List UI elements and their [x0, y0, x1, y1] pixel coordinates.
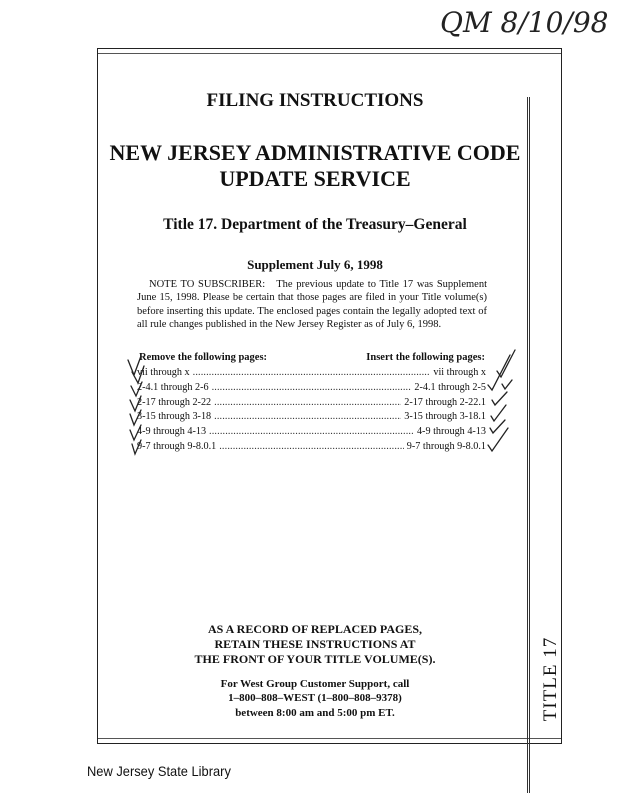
insert-header: Insert the following pages:	[366, 352, 485, 363]
supplement-date: Supplement July 6, 1998	[247, 257, 383, 272]
leader-dots	[212, 381, 412, 396]
record-notice	[100, 622, 530, 668]
note-text: The previous update to Title 17 was Supplement June 15, 1998. Please be certain that those pages are filed in your Title volume(s) before inserting this update. The enclosed pages contain the legally adopted text of all rule changes published in the New Jersey Register as of July 6, 1998.	[137, 279, 488, 330]
customer-support	[100, 677, 530, 720]
leader-dots	[193, 366, 431, 381]
table-row	[137, 366, 486, 381]
title-tab-label: TITLE 17	[540, 636, 561, 722]
remove-pages: 3-15 through 3-18	[137, 411, 212, 423]
remove-pages: vii through x	[137, 367, 190, 378]
insert-pages: 2-17 through 2-22.1	[404, 396, 486, 408]
pages-table	[137, 366, 486, 455]
note-label: NOTE TO SUBSCRIBER:	[149, 279, 266, 290]
remove-header: Remove the following pages:	[139, 352, 268, 363]
support-line-2: 1–800–808–WEST (1–800–808–9378)	[228, 692, 402, 705]
table-row	[137, 440, 486, 455]
page-title: FILING INSTRUCTIONS	[206, 90, 424, 111]
insert-pages: 3-15 through 3-18.1	[404, 411, 486, 423]
frame-bottom-rule	[98, 738, 561, 739]
title-tab	[529, 634, 573, 724]
leader-dots	[219, 440, 404, 455]
support-line-1: For West Group Customer Support, call	[220, 678, 410, 690]
library-footer: New Jersey State Library	[87, 763, 231, 779]
department-heading: Title 17. Department of the Treasury–General	[163, 216, 467, 233]
remove-pages: 2-17 through 2-22	[137, 396, 212, 408]
leader-dots	[214, 396, 401, 411]
insert-pages: 4-9 through 4-13	[416, 426, 486, 438]
remove-pages: 4-9 through 4-13	[137, 426, 207, 438]
code-title-line-2: UPDATE SERVICE	[219, 166, 411, 191]
code-title	[100, 140, 530, 192]
table-row	[137, 410, 486, 425]
support-line-3: between 8:00 am and 5:00 pm ET.	[235, 706, 395, 719]
record-line-3: THE FRONT OF YOUR TITLE VOLUME(S).	[194, 652, 436, 667]
insert-pages: vii through x	[433, 367, 486, 378]
insert-pages: 9-7 through 9-8.0.1	[406, 440, 486, 452]
code-title-line-1: NEW JERSEY ADMINISTRATIVE CODE	[109, 140, 521, 165]
record-line-1: AS A RECORD OF REPLACED PAGES,	[207, 622, 423, 636]
remove-pages: 2-4.1 through 2-6	[137, 381, 209, 393]
remove-pages: 9-7 through 9-8.0.1	[137, 440, 217, 452]
handwritten-note: QM 8/10/98	[440, 6, 609, 39]
leader-dots	[214, 410, 401, 425]
insert-pages: 2-4.1 through 2-5	[414, 381, 486, 393]
leader-dots	[209, 425, 414, 440]
table-row	[137, 381, 486, 396]
table-row	[137, 425, 486, 440]
subscriber-note	[137, 278, 487, 331]
frame-top-rule	[98, 53, 561, 54]
record-line-2: RETAIN THESE INSTRUCTIONS AT	[214, 637, 416, 652]
table-row	[137, 396, 486, 411]
